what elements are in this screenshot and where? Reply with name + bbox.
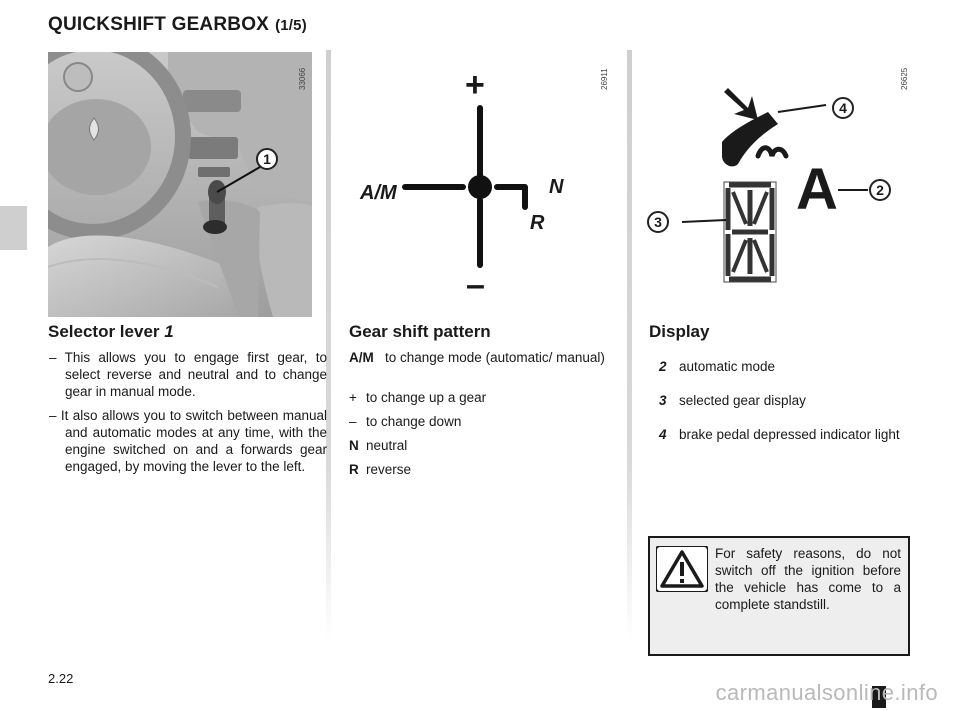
selector-lever-heading-ref: 1 (164, 322, 174, 341)
brake-pedal-foot-icon (722, 112, 778, 166)
selector-lever-heading-text: Selector lever (48, 322, 160, 341)
pattern-item-plus (349, 389, 486, 406)
page-title-text: QUICKSHIFT GEARBOX (48, 14, 270, 35)
column-separator-right (627, 50, 632, 640)
pattern-item-minus (349, 413, 461, 430)
pattern-item-n-key: N (349, 438, 359, 453)
gear-n-label: N (549, 176, 564, 198)
pattern-item-minus-key: – (349, 414, 357, 429)
pattern-item-n-text: neutral (366, 438, 408, 453)
chapter-tab-marker (0, 206, 27, 250)
pattern-item-r-text: reverse (366, 462, 412, 477)
column-separator-left (326, 50, 331, 640)
pattern-item-plus-text: to change up a gear (366, 390, 487, 405)
display-item-4-text: brake pedal depressed indicator light (679, 427, 900, 442)
figure-code-33066: 33066 (298, 67, 307, 90)
pattern-item-minus-text: to change down (366, 414, 462, 429)
selector-lever-item-2: – It also allows you to switch between manual and automatic modes at any time, with the engine switched on and a forwards gear engaged, by moving the lever to the left. (49, 408, 327, 474)
automatic-mode-letter: A (796, 157, 838, 222)
safety-warning-text: For safety reasons, do not switch off the ignition before the vehicle has come to a complete standstill. (715, 546, 901, 612)
page-number: 2.22 (48, 671, 74, 686)
display-item-4-num: 4 (659, 427, 667, 442)
watermark-text: carmanualsonline.info (715, 680, 938, 705)
gear-r-label: R (530, 212, 545, 234)
gear-shift-pattern-heading: Gear shift pattern (349, 322, 491, 341)
pattern-item-am-key: A/M (349, 350, 374, 365)
callout-2: 2 (869, 179, 891, 201)
callout-4: 4 (832, 97, 854, 119)
callout-1: 1 (256, 148, 278, 170)
display-item-2-num: 2 (659, 359, 667, 374)
page-title (48, 14, 307, 36)
display-item-3-text: selected gear display (679, 393, 806, 408)
pattern-item-n (349, 437, 407, 454)
callout-3: 3 (647, 211, 669, 233)
figure-code-26911: 26911 (600, 68, 609, 90)
display-heading: Display (649, 322, 710, 341)
gear-minus-label: – (466, 266, 485, 304)
pattern-item-plus-key: + (349, 390, 357, 405)
gear-plus-label: + (465, 66, 485, 104)
pattern-item-am (349, 349, 614, 366)
pattern-item-am-text: to change mode (automatic/ manual) (385, 350, 605, 365)
figure-code-26625: 26625 (900, 67, 909, 90)
warning-triangle-icon (656, 546, 708, 592)
selector-lever-photo (48, 52, 312, 317)
display-item-2 (659, 358, 913, 375)
gear-segment-display (724, 182, 776, 282)
selector-lever-heading (48, 322, 174, 342)
pattern-item-r-key: R (349, 462, 359, 477)
page-title-part: (1/5) (275, 17, 307, 34)
display-item-4 (659, 426, 913, 443)
display-item-3-num: 3 (659, 393, 667, 408)
brake-indicator-arrow (724, 88, 758, 120)
display-item-3 (659, 392, 913, 409)
display-item-2-text: automatic mode (679, 359, 776, 374)
gear-am-label: A/M (360, 182, 397, 204)
selector-lever-item-1: – This allows you to engage first gear, to select reverse and neutral and to change gear in manual mode. (49, 350, 327, 399)
display-diagram (640, 60, 920, 290)
pattern-item-r (349, 461, 411, 478)
